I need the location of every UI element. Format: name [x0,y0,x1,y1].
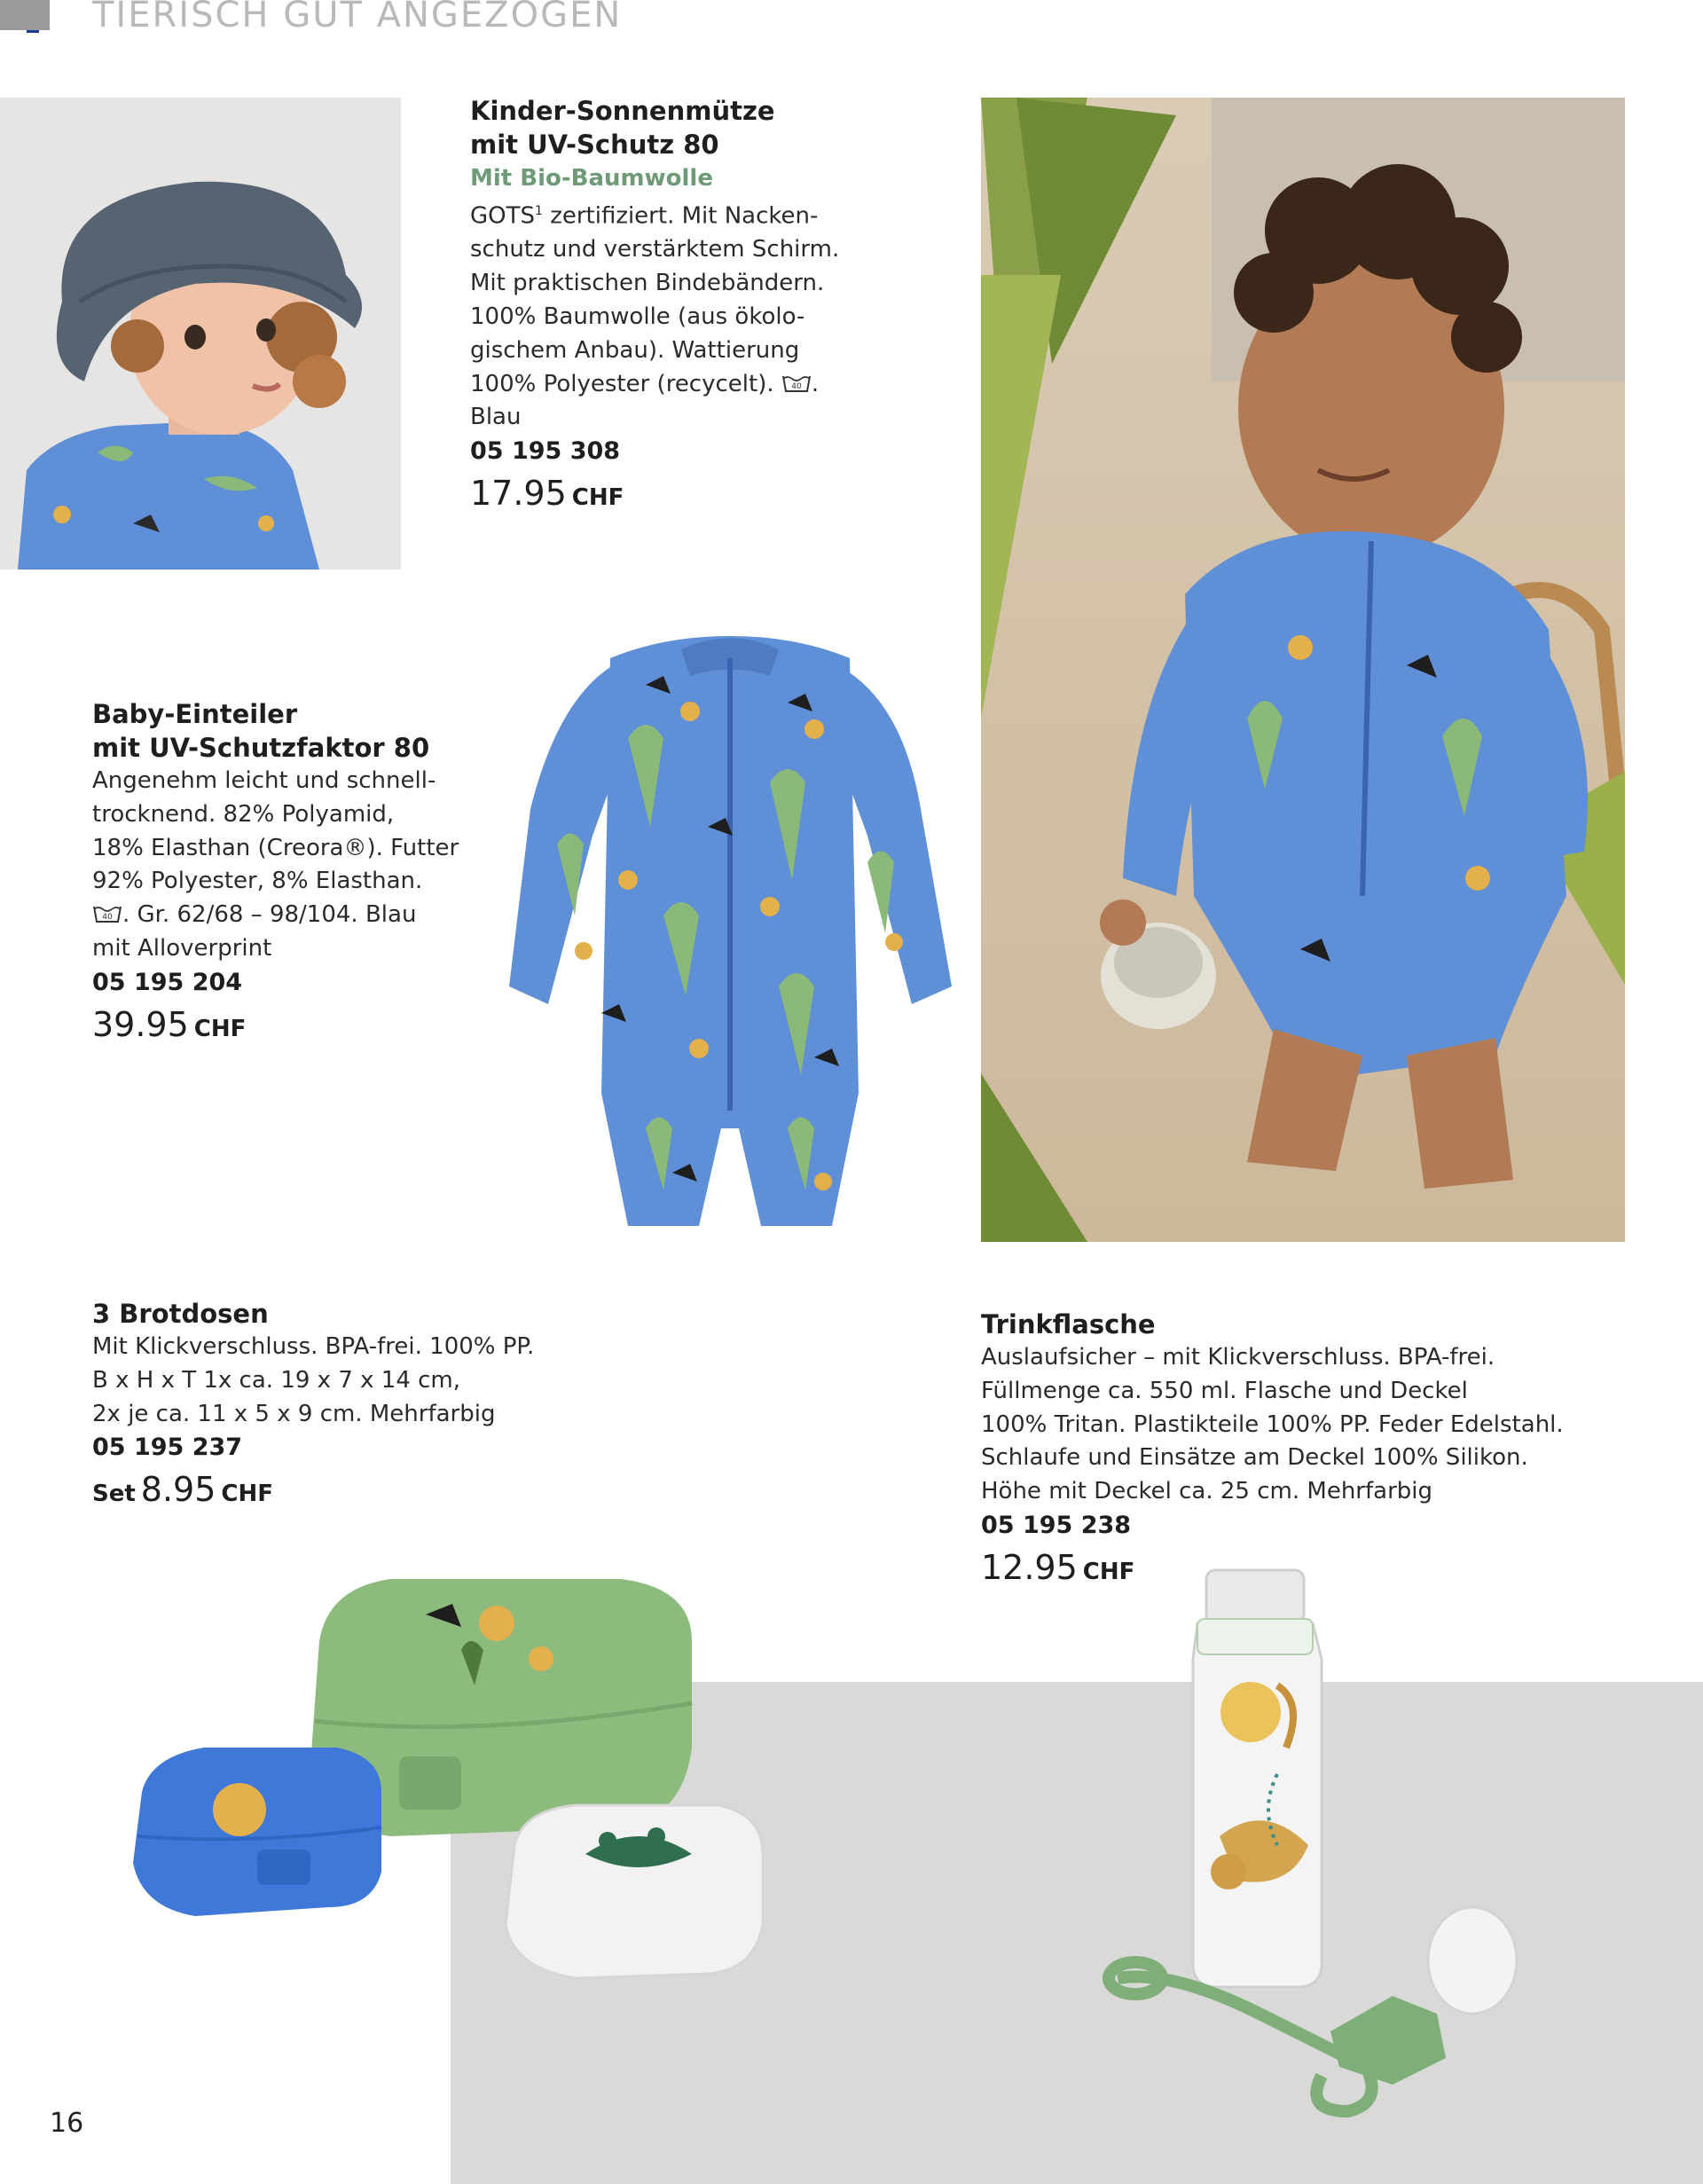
hat-title-line1: Kinder-Sonnenmütze [470,96,775,126]
onesie-desc-line1: Angenehm leicht und schnell- [92,767,436,794]
hat-photo [0,98,401,570]
hat-text-block [470,94,949,513]
hat-title-line2: mit UV-Schutz 80 [470,130,719,160]
bottle-article-number: 05 195 238 [981,1511,1132,1539]
onesie-title-line1: Baby-Einteiler [92,699,298,729]
hat-price-value: 17.95 [470,474,567,514]
bottle-desc-line3: 100% Tritan. Plastikteile 100% PP. Feder Edelstahl. [981,1410,1564,1438]
lunchbox-desc-line1: Mit Klickverschluss. BPA-frei. 100% PP. [92,1333,535,1360]
onesie-title-line2: mit UV-Schutzfaktor 80 [92,733,430,763]
corner-mark [27,30,39,33]
onesie-size-line [92,899,509,932]
hat-article-number: 05 195 308 [470,437,621,466]
lunchbox-title: 3 Brotdosen [92,1299,269,1329]
hat-subtitle: Mit Bio-Baumwolle [470,165,713,192]
onesie-desc-line4: 92% Polyester, 8% Elasthan. [92,868,423,895]
bottle-desc-line2: Füllmenge ca. 550 ml. Flasche und Deckel [981,1377,1468,1404]
bottle-desc-line4: Schlaufe und Einsätze am Deckel 100% Silikon. [981,1444,1528,1472]
svg-text:40: 40 [102,913,113,923]
page-header-title: TIERISCH GUT ANGEZOGEN [92,0,623,35]
onesie-price [92,1005,509,1044]
onesie-price-value: 39.95 [92,1004,189,1044]
bottle-title: Trinkflasche [981,1309,1156,1339]
hat-desc-line1 [470,195,949,233]
lunchbox-price-prefix: Set [92,1481,136,1508]
lunchbox-text-block [92,1297,642,1509]
onesie-price-currency: CHF [193,1015,247,1042]
hat-desc-line3: Mit praktischen Bindebändern. [470,270,825,297]
page-number: 16 [50,2108,84,2139]
onesie-desc-line2: trocknend. 82% Polyamid, [92,800,395,828]
svg-text:40: 40 [791,381,802,391]
bottle-desc-line1: Auslaufsicher – mit Klickverschluss. BPA-frei. [981,1344,1495,1371]
hat-desc-text1: zertifiziert. Mit Nacken- [550,202,819,230]
lunchbox-desc-line3: 2x je ca. 11 x 5 x 9 cm. Mehrfarbig [92,1400,496,1427]
hat-desc-line4: 100% Baumwolle (aus ökolo- [470,303,805,331]
hat-desc-line6: 100% Polyester (recycelt). 40 . [470,370,820,397]
child-swimsuit-photo [981,98,1625,1242]
lunchbox-price [92,1470,642,1509]
onesie-article-number: 05 195 204 [92,968,243,996]
onesie-size-text: . Gr. 62/68 – 98/104. Blau [122,901,417,929]
hat-price-currency: CHF [571,484,624,512]
bottle-price-currency: CHF [1082,1558,1135,1585]
lunchbox-price-currency: CHF [221,1481,274,1508]
bottle-desc-line5: Höhe mit Deckel ca. 25 cm. Mehrfarbig [981,1478,1432,1505]
bottle-price-value: 12.95 [981,1547,1078,1587]
lunchboxes-product-image [124,1570,781,2031]
wash-40-icon [781,373,812,393]
hat-price [470,474,949,513]
hat-color: Blau [470,404,522,431]
hat-desc-line2: schutz und verstärktem Schirm. [470,236,840,263]
hat-desc-line5: gischem Anbau). Wattierung [470,336,800,364]
lunchbox-price-value: 8.95 [140,1470,216,1510]
onesie-desc-last: mit Alloverprint [92,934,272,962]
onesie-text-block [92,697,509,1044]
gots-label: GOTS [470,202,535,230]
corner-tab [0,0,50,30]
lunchbox-article-number: 05 195 237 [92,1434,243,1462]
gots-footnote: 1 [535,204,543,218]
onesie-desc-line3: 18% Elasthan (Creora®). Futter [92,834,459,861]
hat-desc-text6: 100% Polyester (recycelt). [470,370,774,397]
lunchbox-desc-line2: B x H x T 1x ca. 19 x 7 x 14 cm, [92,1366,461,1394]
bottle-product-image [1100,1552,1526,2120]
bottle-text-block [981,1308,1673,1587]
wash-40-icon [92,904,122,923]
onesie-product-image [504,632,956,1235]
